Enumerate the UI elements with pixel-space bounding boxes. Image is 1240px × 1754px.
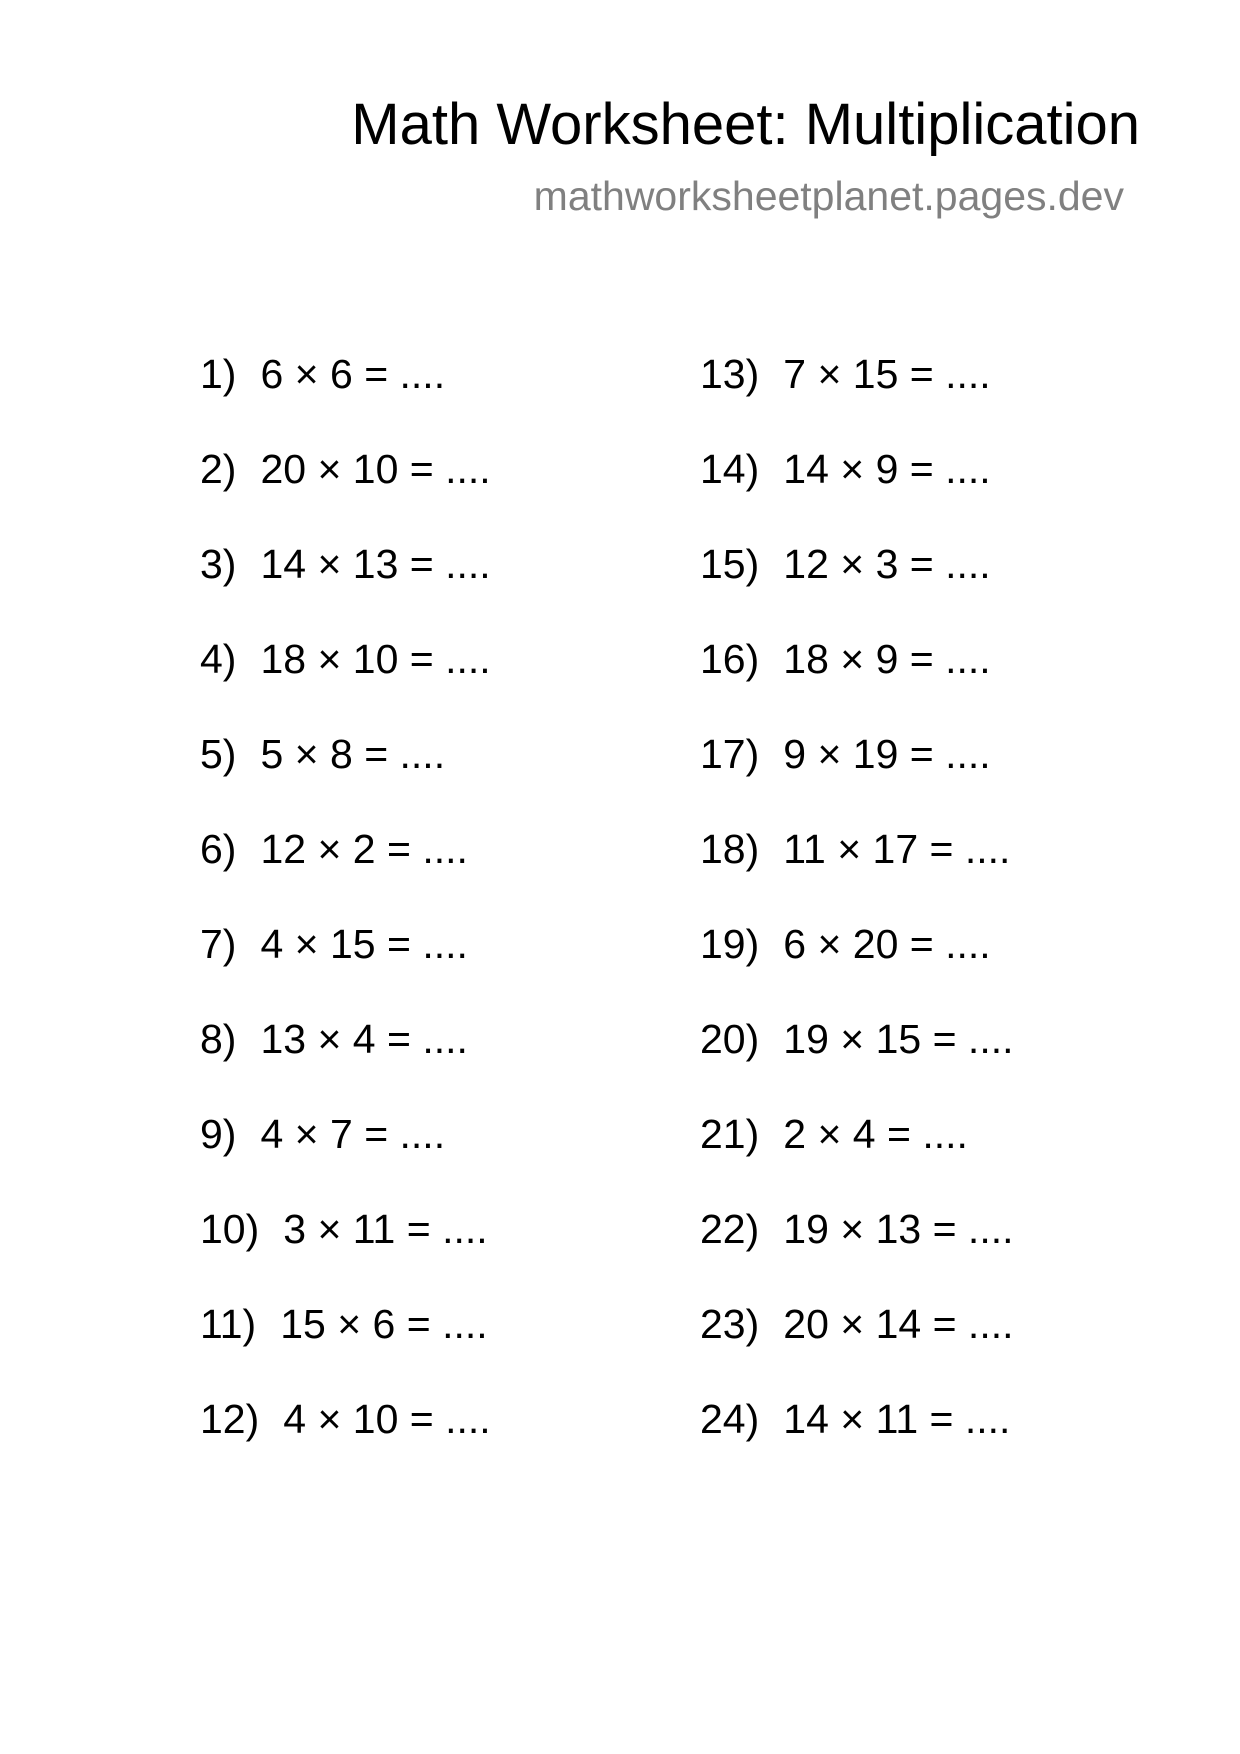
problem-item — [200, 1300, 491, 1395]
problem-expression: 6 × 20 = .... — [783, 921, 991, 967]
problem-number: 5) — [200, 731, 237, 777]
site-url: mathworksheetplanet.pages.dev — [533, 173, 1124, 219]
problem-expression: 14 × 9 = .... — [783, 446, 991, 492]
problem-number: 6) — [200, 826, 237, 872]
problem-item — [200, 1395, 491, 1490]
problem-number: 24) — [700, 1396, 760, 1442]
problem-number: 13) — [700, 351, 760, 397]
problem-expression: 13 × 4 = .... — [260, 1016, 468, 1062]
problem-number: 3) — [200, 541, 237, 587]
worksheet-header — [240, 92, 1140, 219]
problem-item — [700, 1300, 1014, 1395]
problem-item — [200, 730, 491, 825]
problem-number: 22) — [700, 1206, 760, 1252]
problem-number: 9) — [200, 1111, 237, 1157]
problem-expression: 4 × 10 = .... — [283, 1396, 491, 1442]
problem-expression: 3 × 11 = .... — [283, 1206, 488, 1252]
problem-item — [200, 445, 491, 540]
problem-item — [200, 920, 491, 1015]
problem-expression: 18 × 10 = .... — [260, 636, 491, 682]
problem-item — [700, 1015, 1014, 1110]
problem-expression: 19 × 13 = .... — [783, 1206, 1014, 1252]
problem-number: 8) — [200, 1016, 237, 1062]
problem-item — [700, 350, 1014, 445]
page-title: Math Worksheet: Multiplication — [351, 92, 1140, 157]
problem-number: 14) — [700, 446, 760, 492]
problem-number: 16) — [700, 636, 760, 682]
problem-number: 4) — [200, 636, 237, 682]
problem-number: 12) — [200, 1396, 260, 1442]
problem-item — [200, 1110, 491, 1205]
problem-expression: 20 × 10 = .... — [260, 446, 491, 492]
problem-column-right — [700, 350, 1014, 1490]
problem-expression: 11 × 17 = .... — [783, 826, 1011, 872]
problem-number: 19) — [700, 921, 760, 967]
problem-item — [700, 920, 1014, 1015]
problem-item — [700, 825, 1014, 920]
problem-number: 17) — [700, 731, 760, 777]
problem-item — [700, 445, 1014, 540]
problem-item — [700, 1395, 1014, 1490]
problem-item — [200, 1205, 491, 1300]
problem-number: 1) — [200, 351, 237, 397]
problem-number: 10) — [200, 1206, 260, 1252]
problem-item — [700, 730, 1014, 825]
problem-number: 21) — [700, 1111, 760, 1157]
problem-number: 20) — [700, 1016, 760, 1062]
problem-item — [200, 635, 491, 730]
problem-expression: 14 × 13 = .... — [260, 541, 491, 587]
problem-list — [0, 350, 1240, 1450]
problem-expression: 5 × 8 = .... — [260, 731, 446, 777]
problem-number: 11) — [200, 1301, 257, 1347]
problem-item — [700, 540, 1014, 635]
problem-expression: 4 × 7 = .... — [260, 1111, 446, 1157]
problem-column-left — [200, 350, 491, 1490]
problem-item — [700, 635, 1014, 730]
problem-expression: 18 × 9 = .... — [783, 636, 991, 682]
problem-item — [200, 350, 491, 445]
problem-expression: 9 × 19 = .... — [783, 731, 991, 777]
problem-item — [200, 1015, 491, 1110]
problem-expression: 20 × 14 = .... — [783, 1301, 1014, 1347]
problem-expression: 7 × 15 = .... — [783, 351, 991, 397]
problem-expression: 4 × 15 = .... — [260, 921, 468, 967]
problem-item — [700, 1110, 1014, 1205]
problem-expression: 19 × 15 = .... — [783, 1016, 1014, 1062]
problem-item — [200, 540, 491, 635]
problem-expression: 6 × 6 = .... — [260, 351, 446, 397]
problem-item — [700, 1205, 1014, 1300]
problem-expression: 12 × 3 = .... — [783, 541, 991, 587]
problem-number: 7) — [200, 921, 237, 967]
problem-expression: 14 × 11 = .... — [783, 1396, 1011, 1442]
problem-item — [200, 825, 491, 920]
problem-number: 2) — [200, 446, 237, 492]
problem-number: 23) — [700, 1301, 760, 1347]
problem-expression: 12 × 2 = .... — [260, 826, 468, 872]
problem-expression: 2 × 4 = .... — [783, 1111, 968, 1157]
problem-number: 18) — [700, 826, 760, 872]
problem-expression: 15 × 6 = .... — [280, 1301, 488, 1347]
problem-number: 15) — [700, 541, 760, 587]
